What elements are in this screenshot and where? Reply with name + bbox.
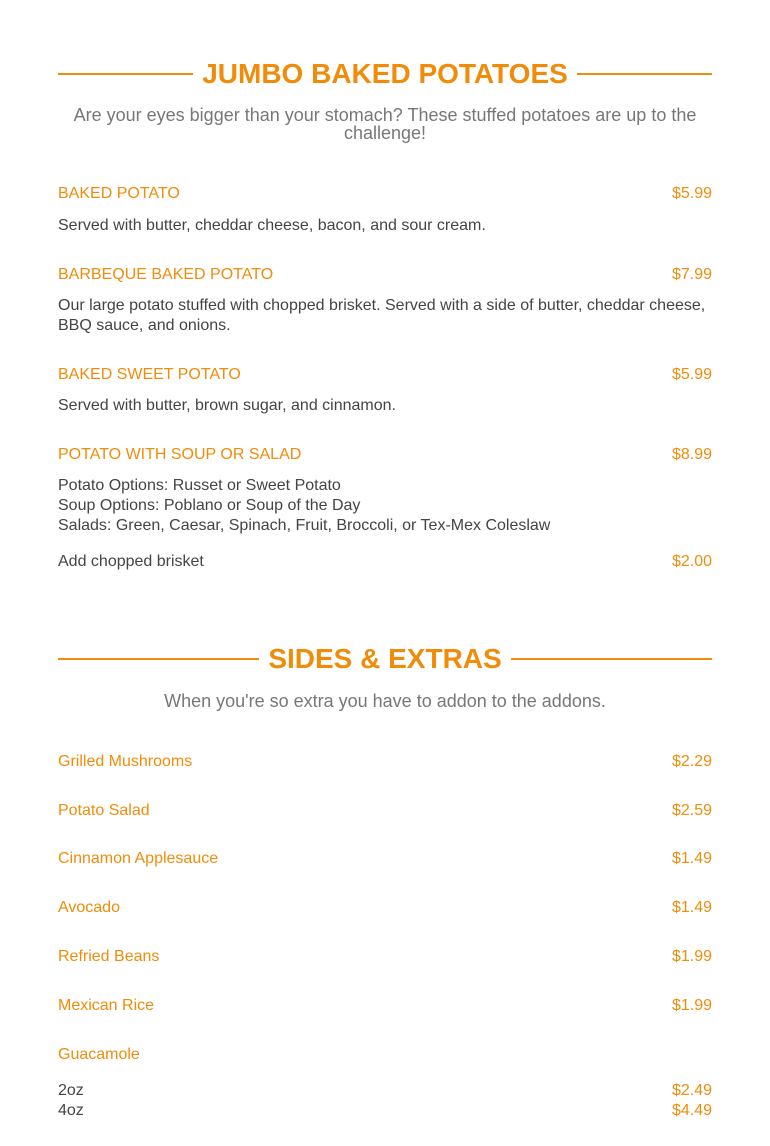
divider-right xyxy=(577,73,712,75)
section-header-potatoes xyxy=(58,57,712,91)
item-description-line: Potato Options: Russet or Sweet Potato xyxy=(58,477,341,494)
addon-price: $2.00 xyxy=(671,553,712,570)
item-price: $1.99 xyxy=(671,997,712,1014)
item-name: Grilled Mushrooms xyxy=(58,753,193,770)
item-name: Potato Salad xyxy=(58,802,150,819)
divider-left xyxy=(58,658,259,660)
item-price: $1.49 xyxy=(671,850,712,867)
item-price: $7.99 xyxy=(671,266,712,283)
item-price: $1.49 xyxy=(671,899,712,916)
item-price: $5.99 xyxy=(671,366,712,383)
menu-item-baked-potato xyxy=(58,184,712,204)
item-name: POTATO WITH SOUP OR SALAD xyxy=(58,446,302,463)
item-price: $2.29 xyxy=(671,753,712,770)
addon-row-brisket xyxy=(58,552,712,572)
item-description: Served with butter, cheddar cheese, bacon, and sour cream. xyxy=(58,217,486,234)
item-description-line: Soup Options: Poblano or Soup of the Day xyxy=(58,497,361,514)
item-description: Served with butter, brown sugar, and cinnamon. xyxy=(58,397,396,414)
section-title-potatoes: JUMBO BAKED POTATOES xyxy=(202,58,568,89)
section-subtitle-sides: When you're so extra you have to addon to the addons. xyxy=(164,691,606,711)
menu-item-grilled-mushrooms xyxy=(58,752,712,772)
menu-item-avocado xyxy=(58,898,712,918)
item-name: Guacamole xyxy=(58,1046,140,1063)
size-option-row xyxy=(58,1081,712,1101)
section-header-sides xyxy=(58,642,712,676)
menu-item-guacamole xyxy=(58,1045,712,1065)
menu-item-mexican-rice xyxy=(58,996,712,1016)
divider-left xyxy=(58,73,193,75)
item-description-line: Salads: Green, Caesar, Spinach, Fruit, Broccoli, or Tex-Mex Coleslaw xyxy=(58,517,551,534)
divider-right xyxy=(511,658,712,660)
section-title-sides: SIDES & EXTRAS xyxy=(268,643,502,674)
item-name: Cinnamon Applesauce xyxy=(58,850,219,867)
section-subtitle-potatoes: Are your eyes bigger than your stomach? These stuffed potatoes are up to the challenge! xyxy=(73,105,697,143)
item-name: BAKED SWEET POTATO xyxy=(58,366,241,383)
menu-item-refried-beans xyxy=(58,947,712,967)
menu-item-barbeque-baked-potato xyxy=(58,265,712,285)
size-option-row xyxy=(58,1101,712,1121)
item-name: Mexican Rice xyxy=(58,997,155,1014)
item-description: Our large potato stuffed with chopped brisket. Served with a side of butter, cheddar cheese, BBQ sauce, and onions. xyxy=(58,297,706,334)
size-price: $2.49 xyxy=(671,1082,712,1099)
menu-item-cinnamon-applesauce xyxy=(58,849,712,869)
menu-item-baked-sweet-potato xyxy=(58,365,712,385)
item-price: $2.59 xyxy=(671,802,712,819)
item-name: BAKED POTATO xyxy=(58,185,180,202)
size-label: 2oz xyxy=(58,1082,84,1099)
item-price: $1.99 xyxy=(671,948,712,965)
item-name: BARBEQUE BAKED POTATO xyxy=(58,266,274,283)
item-price: $5.99 xyxy=(671,185,712,202)
addon-label: Add chopped brisket xyxy=(58,553,204,570)
menu-item-potato-salad xyxy=(58,801,712,821)
menu-item-potato-with-soup-or-salad xyxy=(58,445,712,465)
size-price: $4.49 xyxy=(671,1102,712,1119)
item-name: Refried Beans xyxy=(58,948,160,965)
item-name: Avocado xyxy=(58,899,120,916)
size-label: 4oz xyxy=(58,1102,84,1119)
item-price: $8.99 xyxy=(671,446,712,463)
